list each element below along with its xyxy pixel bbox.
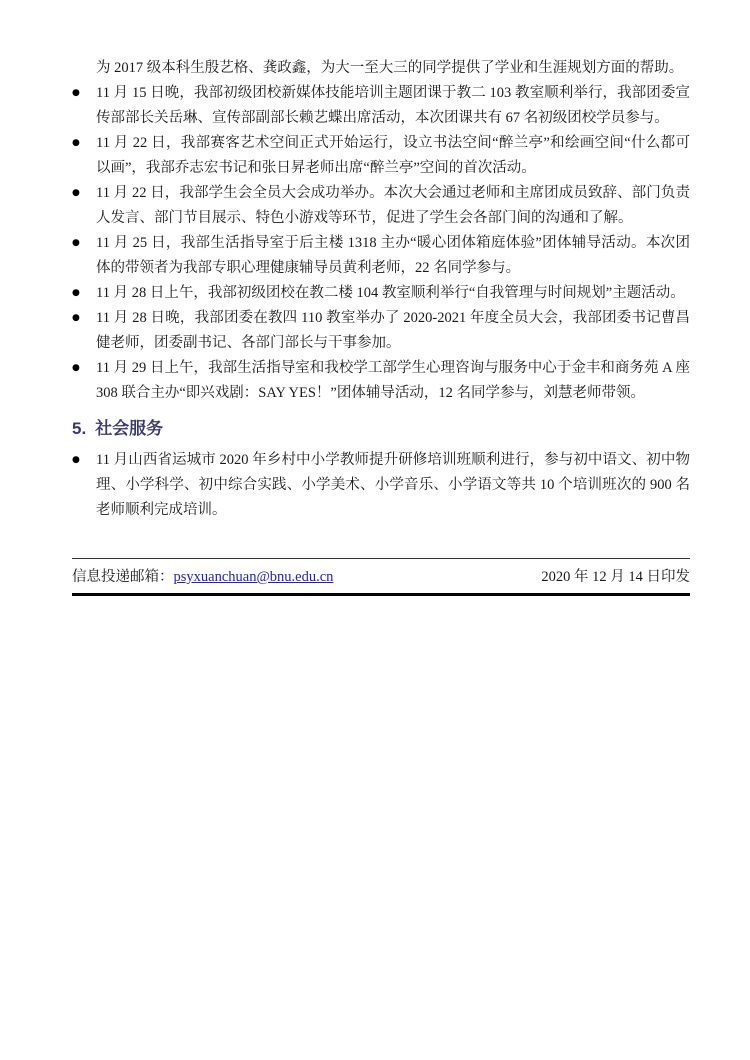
document-body <box>72 56 690 523</box>
footer-contact <box>72 567 333 587</box>
bullet-marker: ● <box>72 313 80 323</box>
bullet-item <box>72 181 690 231</box>
bullet-item <box>72 131 690 181</box>
bullet-text: 11 月 28 日上午，我部初级团校在教二楼 104 教室顺利举行“自我管理与时间规划”主题活动。 <box>96 285 685 301</box>
section-title: 社会服务 <box>95 419 164 438</box>
bullet-item <box>72 281 690 306</box>
bullet-text: 11 月 22 日，我部学生会全员大会成功举办。本次大会通过老师和主席团成员致辞、部门负责人发言、部门节目展示、特色小游戏等环节，促进了学生会各部门间的沟通和了解。 <box>96 185 690 226</box>
bullet-marker: ● <box>72 238 80 248</box>
bullet-item <box>72 356 690 406</box>
footer-print-date: 2020 年 12 月 14 日印发 <box>541 569 690 585</box>
bullet-item <box>72 81 690 131</box>
footer-email-link[interactable]: psyxuanchuan@bnu.edu.cn <box>173 569 334 585</box>
paragraph-continuation: 为 2017 级本科生殷艺格、龚政鑫，为大一至大三的同学提供了学业和生涯规划方面的帮助。 <box>96 60 684 76</box>
bullet-text: 11 月 29 日上午，我部生活指导室和我校学工部学生心理咨询与服务中心于金丰和商务苑 A 座 308 联合主办“即兴戏剧：SAY YES！”团体辅导活动，12 名同学参与，刘慧老师带领。 <box>96 360 690 401</box>
bullet-marker: ● <box>72 188 80 198</box>
bullet-marker: ● <box>72 363 80 373</box>
bullet-text: 11 月山西省运城市 2020 年乡村中小学教师提升研修培训班顺利进行，参与初中语文、初中物理、小学科学、初中综合实践、小学美术、小学音乐、小学语文等共 10 个培训班次的 900 名老师顺利完成培训。 <box>96 452 690 518</box>
section-heading-social-service <box>72 416 690 442</box>
document-footer <box>72 558 690 596</box>
section-number: 5. <box>72 419 87 438</box>
bullet-item <box>72 448 690 523</box>
bullet-text: 11 月 25 日，我部生活指导室于后主楼 1318 主办“暖心团体箱庭体验”团体辅导活动。本次团体的带领者为我部专职心理健康辅导员黄利老师，22 名同学参与。 <box>96 235 690 276</box>
bullet-item <box>72 306 690 356</box>
bullet-text: 11 月 22 日，我部赛客艺术空间正式开始运行，设立书法空间“醉兰亭”和绘画空间“什么都可以画”，我部乔志宏书记和张日昇老师出席“醉兰亭”空间的首次活动。 <box>96 135 690 176</box>
footer-row <box>72 559 690 593</box>
bullet-marker: ● <box>72 288 80 298</box>
footer-email-label: 信息投递邮箱： <box>72 569 174 585</box>
bullet-marker: ● <box>72 455 80 465</box>
bullet-marker: ● <box>72 138 80 148</box>
bullet-text: 11 月 15 日晚，我部初级团校新媒体技能培训主题团课于教二 103 教室顺利举行，我部团委宣传部部长关岳琳、宣传部副部长赖艺蝶出席活动，本次团课共有 67 名初级团校学员参与。 <box>96 85 690 126</box>
bullet-item <box>72 231 690 281</box>
bullet-text: 11 月 28 日晚，我部团委在教四 110 教室举办了 2020-2021 年度全员大会，我部团委书记曹昌健老师，团委副书记、各部门部长与干事参加。 <box>96 310 690 351</box>
bullet-marker: ● <box>72 88 80 98</box>
